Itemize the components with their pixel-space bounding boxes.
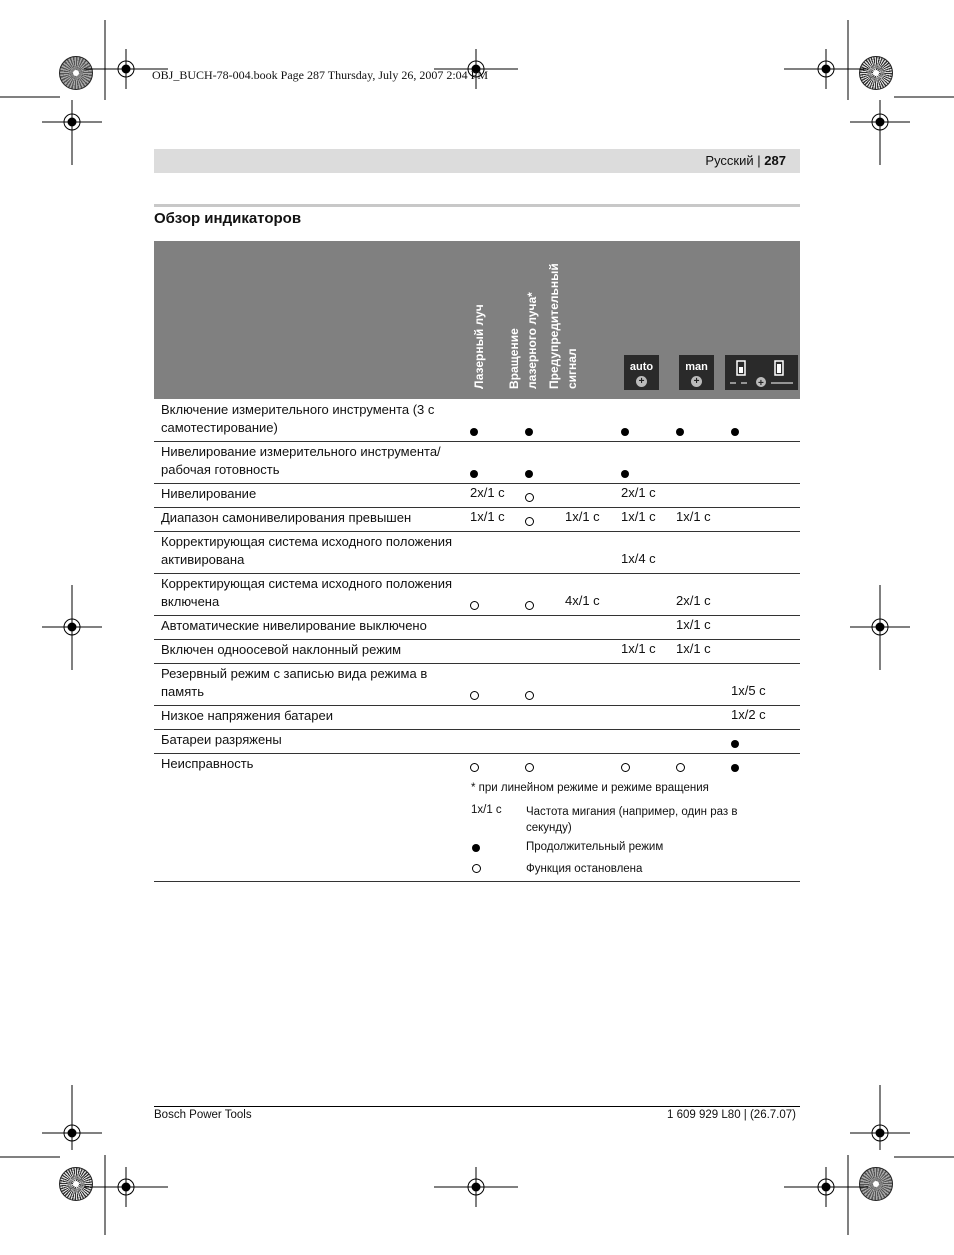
row-label: Низкое напряжения батареи [161, 708, 333, 723]
legend-text-continuous: Продолжительный режим [526, 841, 664, 853]
column-header-rotation: Вращение лазерного луча* [507, 292, 539, 389]
divider [154, 204, 800, 207]
table-row [154, 483, 800, 508]
row-label: Включен одноосевой наклонный режим [161, 642, 402, 657]
stopped-indicator [525, 490, 534, 505]
table-row [154, 573, 800, 616]
print-slug: OBJ_BUCH-78-004.book Page 287 Thursday, July 26, 2007 2:04 PM [152, 68, 489, 82]
column-header-laser-beam: Лазерный луч [472, 304, 486, 389]
table-header [154, 241, 800, 399]
blink-frequency: 1x/1 с [676, 617, 711, 632]
footnote: * при линейном режиме и режиме вращения [471, 782, 709, 794]
blink-frequency: 2x/1 с [470, 485, 505, 500]
table-row [154, 615, 800, 640]
stopped-indicator [621, 760, 630, 775]
table-bottom-rule [154, 881, 800, 882]
legend-text-stopped: Функция остановлена [526, 863, 643, 875]
continuous-indicator [621, 424, 629, 439]
row-label: Корректирующая система исходного положения включена [161, 576, 453, 609]
section-title: Обзор индикаторов [154, 210, 302, 227]
blink-frequency: 1x/1 с [676, 641, 711, 656]
plus-circle-icon: + [691, 376, 702, 387]
page-header [154, 149, 800, 173]
stopped-indicator [525, 514, 534, 529]
stopped-indicator [525, 760, 534, 775]
table-row [154, 729, 800, 754]
blink-frequency: 1x/1 с [621, 641, 656, 656]
table-row [154, 531, 800, 574]
blink-frequency: 1x/1 с [676, 509, 711, 524]
row-label: Включение измерительного инструмента (3 с самотестирование) [161, 402, 435, 435]
svg-text:+: + [758, 378, 764, 389]
page-number: 287 [764, 153, 786, 168]
row-label: Резервный режим с записью вида режима в память [161, 666, 428, 699]
continuous-indicator [470, 424, 478, 439]
table-row [154, 639, 800, 664]
table-row [154, 441, 800, 484]
footer-right: 1 609 929 L80 | (26.7.07) [667, 1109, 796, 1121]
header-separator: | [757, 153, 761, 168]
continuous-indicator [470, 466, 478, 481]
blink-frequency: 1x/4 с [621, 551, 656, 566]
row-label: Корректирующая система исходного положения активирована [161, 534, 453, 567]
plus-circle-icon: + [636, 376, 647, 387]
continuous-indicator [731, 736, 739, 751]
man-indicator-icon: man + [679, 355, 714, 390]
blink-frequency: 4x/1 с [565, 593, 600, 608]
column-header-warning-signal: Предупредительный сигнал [547, 263, 579, 389]
continuous-indicator [621, 466, 629, 481]
stopped-indicator [525, 688, 534, 703]
legend-text-frequency: Частота мигания (например, один раз в секунду) [526, 806, 738, 834]
blink-frequency: 1x/1 с [565, 509, 600, 524]
blink-frequency: 2x/1 с [621, 485, 656, 500]
table-row [154, 753, 800, 782]
continuous-indicator [525, 424, 533, 439]
stopped-indicator [676, 760, 685, 775]
stopped-indicator [470, 688, 479, 703]
footer-rule [154, 1106, 800, 1107]
table-row [154, 663, 800, 706]
blink-frequency: 1x/1 с [621, 509, 656, 524]
blink-frequency: 1x/1 с [470, 509, 505, 524]
table-row [154, 705, 800, 730]
legend-symbol-continuous [472, 843, 480, 855]
legend-symbol-frequency: 1x/1 с [471, 804, 502, 816]
continuous-indicator [731, 760, 739, 775]
footer-left: Bosch Power Tools [154, 1109, 252, 1121]
row-label: Батареи разряжены [161, 732, 282, 747]
table-row [154, 507, 800, 532]
stopped-indicator [525, 598, 534, 613]
table-row [154, 399, 800, 442]
continuous-indicator [525, 466, 533, 481]
legend-symbol-stopped [472, 864, 481, 876]
language-label: Русский [705, 153, 754, 168]
stopped-indicator [470, 760, 479, 775]
row-label: Диапазон самонивелирования превышен [161, 510, 412, 525]
row-label: Нивелирование [161, 486, 257, 501]
battery-icon [725, 355, 798, 390]
row-label: Неисправность [161, 756, 254, 771]
continuous-indicator [676, 424, 684, 439]
blink-frequency: 2x/1 с [676, 593, 711, 608]
row-label: Автоматические нивелирование выключено [161, 618, 427, 633]
auto-indicator-icon: auto + [624, 355, 659, 390]
row-label: Нивелирование измерительного инструмента/рабочая готовность [161, 444, 441, 477]
blink-frequency: 1x/5 с [731, 683, 766, 698]
continuous-indicator [731, 424, 739, 439]
blink-frequency: 1x/2 с [731, 707, 766, 722]
stopped-indicator [470, 598, 479, 613]
